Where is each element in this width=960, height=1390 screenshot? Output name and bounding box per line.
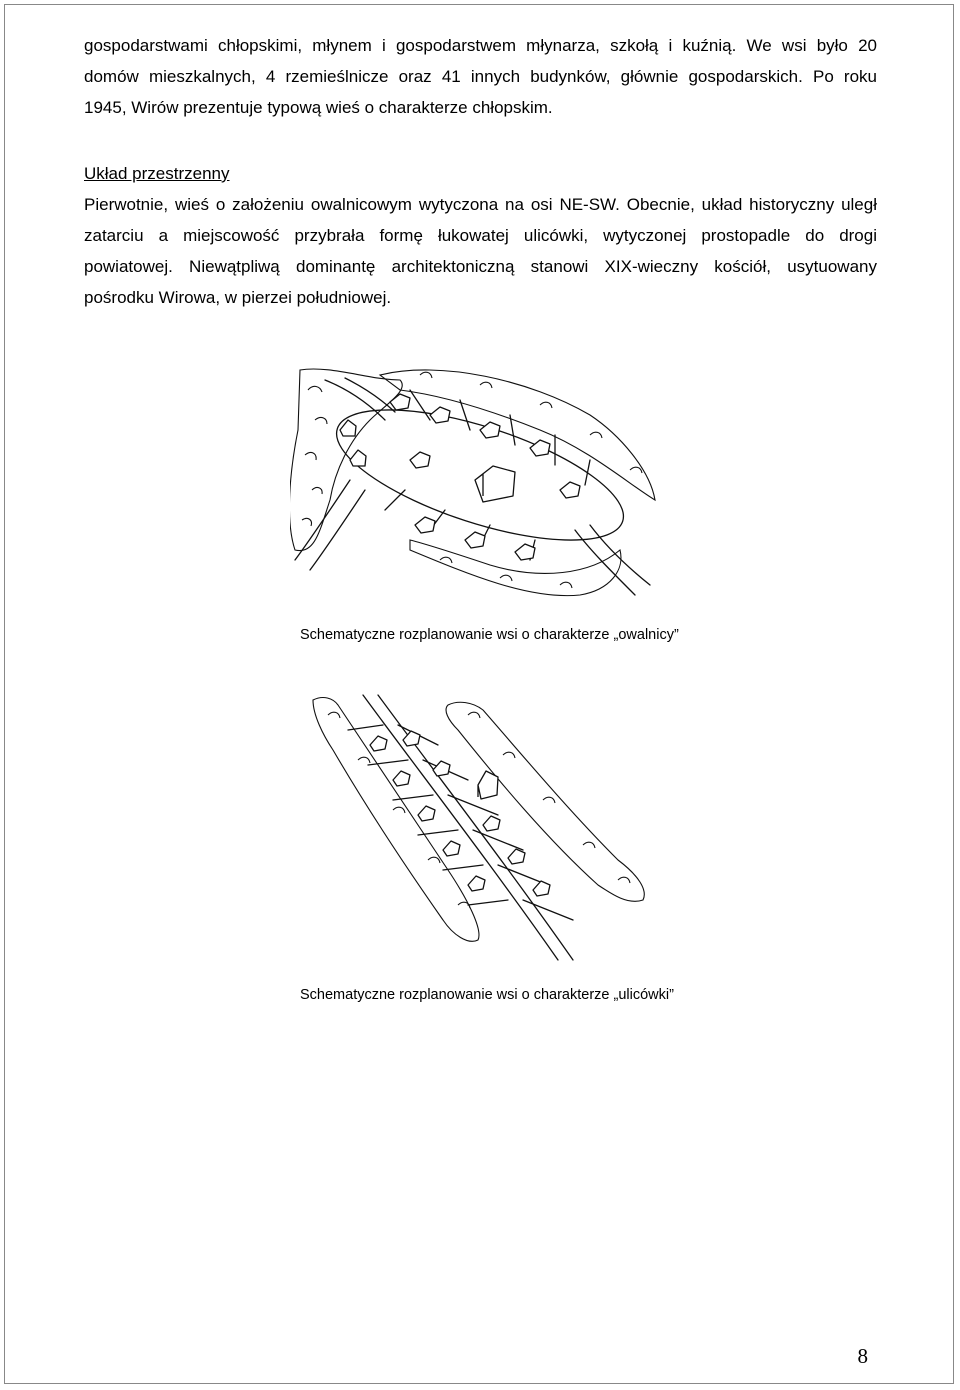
house-icon: [443, 841, 460, 856]
house-icon: [418, 806, 435, 821]
section-heading: Układ przestrzenny: [84, 164, 230, 183]
house-icon: [390, 394, 410, 410]
house-icon: [430, 407, 450, 423]
house-icon: [508, 849, 525, 864]
church-icon: [478, 771, 498, 799]
text-line: domów mieszkalnych, 4 rzemieślnicze oraz 41 innych budynków, głównie gospodarskich. Po roku: [84, 67, 877, 86]
house-icon: [560, 482, 580, 498]
house-icon: [415, 517, 435, 533]
owalnica-sketch: [290, 360, 660, 610]
house-icon: [483, 816, 500, 831]
ulicowka-sketch: [308, 690, 653, 970]
tree-belt: [313, 698, 479, 942]
house-icon: [480, 422, 500, 438]
road: [325, 378, 395, 420]
house-icon: [393, 771, 410, 786]
text-line: pośrodku Wirowa, w pierzei południowej.: [84, 288, 392, 307]
house-icon: [468, 876, 485, 891]
text-line: powiatowej. Niewątpliwą dominantę architektoniczną stanowi XIX-wieczny kościół, usytuowany: [84, 257, 877, 276]
house-icon: [350, 450, 366, 466]
house-icon: [340, 420, 356, 436]
house-icon: [433, 761, 450, 776]
text-line: gospodarstwami chłopskimi, młynem i gospodarstwem młynarza, szkołą i kuźnią. We wsi było 20: [84, 36, 877, 55]
section-paragraph: [84, 189, 877, 313]
house-icon: [515, 544, 535, 560]
house-icon: [530, 440, 550, 456]
house-icon: [370, 736, 387, 751]
house-icon: [465, 532, 485, 548]
figure-caption-owalnica: Schematyczne rozplanowanie wsi o charakterze „owalnicy”: [300, 627, 679, 643]
church-icon: [475, 466, 515, 502]
intro-paragraph: [84, 30, 877, 123]
figure-caption-ulicowka: Schematyczne rozplanowanie wsi o charakterze „ulicówki”: [300, 987, 674, 1003]
text-line: 1945, Wirów prezentuje typową wieś o charakterze chłopskim.: [84, 98, 553, 117]
tree-belt: [290, 369, 402, 551]
text-line: zatarciu a miejscowość przybrała formę łukowatej ulicówki, wytyczonej prostopadle do drogi: [84, 226, 877, 245]
text-line: Pierwotnie, wieś o założeniu owalnicowym wytyczona na osi NE-SW. Obecnie, układ historyczny uległ: [84, 195, 877, 214]
house-icon: [533, 881, 550, 896]
page-number: 8: [857, 1344, 868, 1368]
house-icon: [410, 452, 430, 468]
